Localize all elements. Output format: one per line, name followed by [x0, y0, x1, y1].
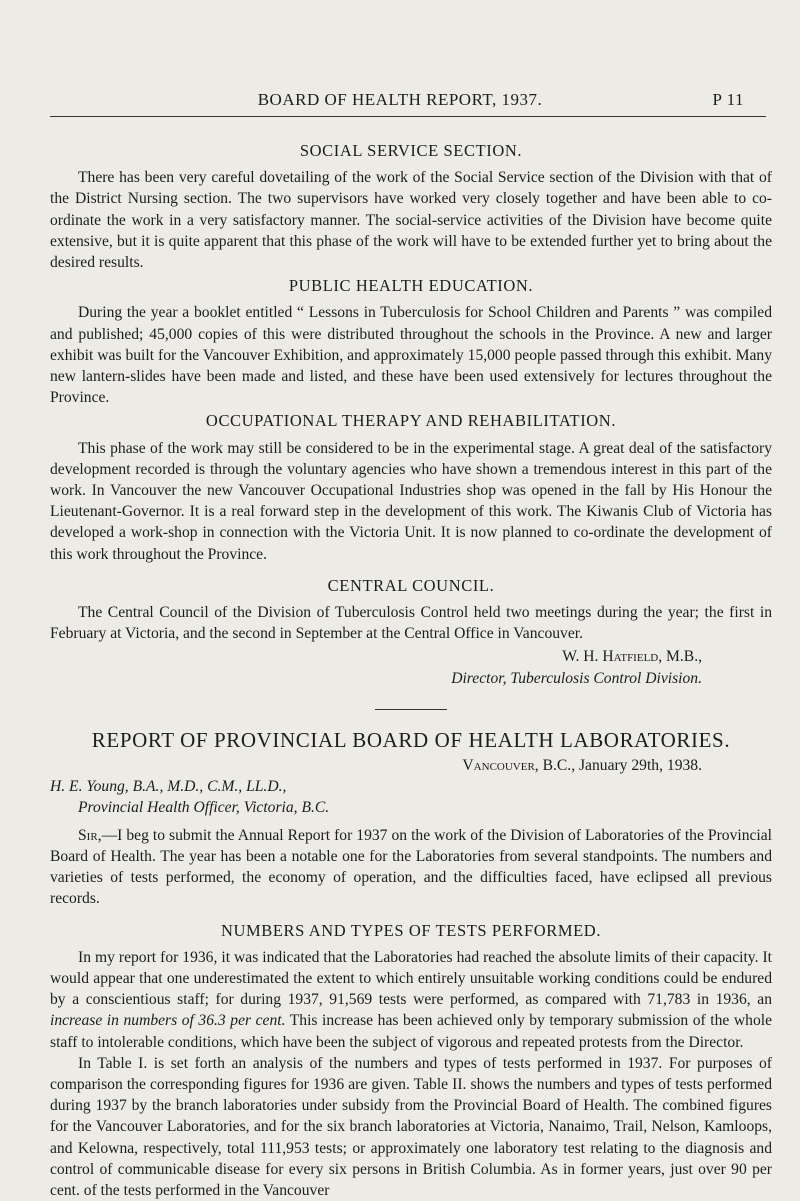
para-public-health-education: During the year a booklet entitled “ Lessons in Tuberculosis for School Children and Parents ” was compiled and published; 45,000 copies of this were distributed throughout the schools in the Province. A new and larger exhibit was built for the Vancouver Exhibition, and approximately 15,000 people passed through this exhibit. Many new lantern-slides have been made and listed, and these have been used extensively for lectures throughout the Province.: [50, 304, 772, 407]
para-numbers-1: [50, 947, 772, 1053]
running-head: [0, 90, 800, 114]
signature-name: [50, 646, 702, 667]
salutation: Sir: [78, 826, 98, 844]
addressee-name: H. E. Young, B.A., M.D., C.M., LL.D.,: [50, 778, 287, 796]
heading-public-health-education: PUBLIC HEALTH EDUCATION.: [288, 276, 534, 296]
intro-text: ,—I beg to submit the Annual Report for 1937 on the work of the Division of Laboratories of the Provincial Board of Health. The year has been a notable one for the Laboratories from several standpoints. The numbers and varieties of tests performed, the economy of operation, and the difficulties faced, have eclipsed all previous records.: [50, 826, 772, 908]
heading-occupational-therapy: OCCUPATIONAL THERAPY AND REHABILITATION.: [205, 411, 617, 431]
para-occupational-therapy: This phase of the work may still be considered to be in the experimental stage. A great deal of the satisfactory development recorded is through the voluntary agencies who have shown a tremendous interest in this part of the work. In Vancouver the new Vancouver Occupational Industries shop was opened in the fall by His Honour the Lieutenant-Governor. It is a real forward step in the development of this work. The Kiwanis Club of Victoria has developed a work-shop in connection with the Victoria Unit. It is now planned to co-ordinate the development of this work throughout the Province.: [50, 439, 772, 563]
signature-title: Director, Tuberculosis Control Division.: [451, 669, 702, 687]
section-divider: [375, 709, 447, 710]
heading-central-council: CENTRAL COUNCIL.: [327, 575, 495, 595]
para-social-service: There has been very careful dovetailing of the work of the Social Service section of the Division with that of the District Nursing section. The two supervisors have worked very closely together and have been able to co-ordinate the work in a very satisfactory manner. The social-service activities of the Division have become quite extensive, but it is quite apparent that this phase of the work will have to be extended further yet to bring about the desired results.: [50, 169, 772, 272]
signature-name-prefix: W. H.: [562, 648, 603, 666]
signature-name-suffix: , M.B.,: [658, 648, 702, 666]
para-numbers-1-emphasis: increase in numbers of 36.3 per cent.: [50, 1012, 286, 1030]
page-number: P 11: [712, 90, 744, 109]
heading-numbers-types-tests: NUMBERS AND TYPES OF TESTS PERFORMED.: [220, 920, 602, 940]
dateline: [50, 755, 702, 776]
running-title: BOARD OF HEALTH REPORT, 1937.: [257, 90, 543, 109]
para-numbers-1-b: This increase has been achieved only by temporary submission of the whole staff to intolerable conditions, which have been the subject of vigorous and repeated protests from the Director.: [50, 1012, 772, 1051]
para-central-council: The Central Council of the Division of Tuberculosis Control held two meetings during the year; the first in February at Victoria, and the second in September at the Central Office in Vancouver.: [50, 604, 772, 643]
para-numbers-2: In Table I. is set forth an analysis of the numbers and types of tests performed in 1937. For purposes of comparison the corresponding figures for 1936 are given. Table II. shows the numbers and types of tests performed during 1937 by the branch laboratories under subsidy from the Provincial Board of Health. The combined figures for the Vancouver Laboratories, and for the six branch laboratories at Victoria, Nanaimo, Trail, Nelson, Kamloops, and Kelowna, respectively, total 111,953 tests; or approximately one laboratory test relating to the diagnosis and control of communicable disease for every six persons in British Columbia. As in former years, just over 90 per cent. of the tests performed in the Vancouver: [50, 1054, 772, 1199]
dateline-rest: , B.C., January 29th, 1938.: [534, 757, 702, 775]
body-text: [50, 138, 772, 1201]
heading-laboratories-report: REPORT OF PROVINCIAL BOARD OF HEALTH LABORATORIES.: [91, 727, 731, 752]
para-numbers-1-a: In my report for 1936, it was indicated that the Laboratories had reached the absolute limits of their capacity. It would appear that one underestimated the extent to which entirely unsuitable working conditions could be endured by a conscientious staff; for during 1937, 91,569 tests were performed, as compared with 71,783 in 1936, an: [50, 948, 772, 1009]
dateline-city: Vancouver: [462, 757, 535, 775]
para-report-intro: [50, 825, 772, 910]
signature-surname: Hatfield: [602, 648, 659, 666]
addressee-title: Provincial Health Officer, Victoria, B.C.: [78, 799, 330, 817]
heading-social-service: SOCIAL SERVICE SECTION.: [299, 141, 523, 160]
header-rule: [50, 116, 766, 117]
